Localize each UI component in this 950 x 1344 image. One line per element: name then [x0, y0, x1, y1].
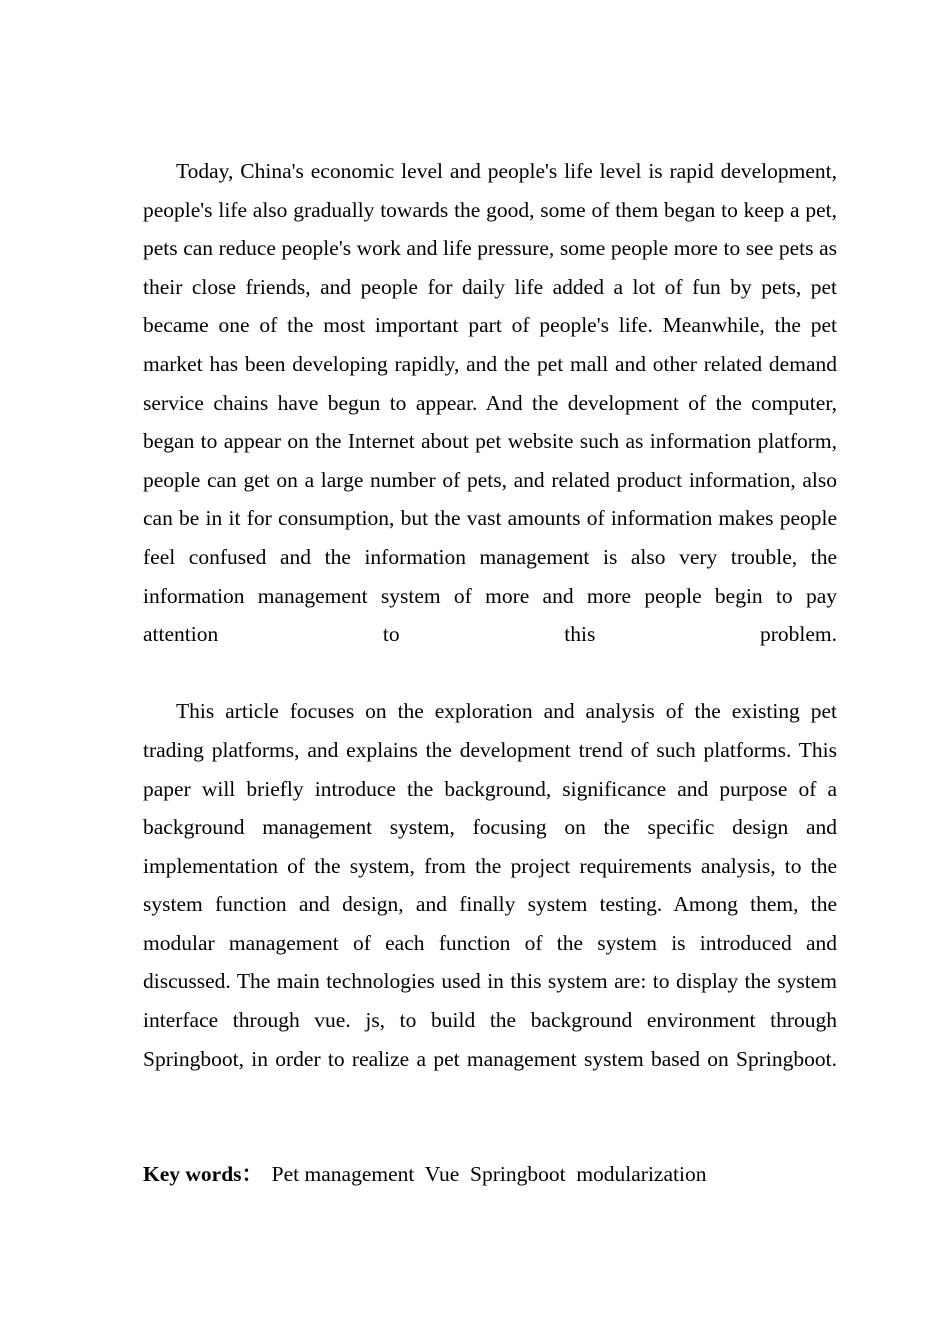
abstract-paragraph-1: Today, China's economic level and people's life level is rapid development, people's life also gradually towards the good, some of them began to keep a pet, pets can reduce people's work and life pressure, some people more to see pets as their close friends, and people for daily life added a lot of fun by pets, pet became one of the most important part of people's life. Meanwhile, the pet market has been developing rapidly, and the pet mall and other related demand service chains have begun to appear. And the development of the computer, began to appear on the Internet about pet website such as information platform, people can get on a large number of pets, and related product information, also can be in it for consumption, but the vast amounts of information makes people feel confused and the information management is also very trouble, the information management system of more and more people begin to pay attention to this problem. — [143, 159, 837, 647]
keywords-spacing — [263, 1162, 272, 1186]
keywords-value: Pet management Vue Springboot modularization — [271, 1162, 707, 1187]
keywords-spacer — [143, 1117, 837, 1156]
keywords-line — [143, 1155, 837, 1194]
keywords-colon: ： — [241, 1162, 264, 1187]
abstract-paragraph-2: This article focuses on the exploration and analysis of the existing pet trading platforms, and explains the development trend of such platforms. This paper will briefly introduce the background, significance and purpose of a background management system, focusing on the specific design and implementation of the system, from the project requirements analysis, to the system function and design, and finally system testing. Among them, the modular management of each function of the system is introduced and discussed. The main technologies used in this system are: to display the system interface through vue. js, to build the background environment through Springboot, in order to realize a pet management system based on Springboot. — [143, 699, 837, 1071]
abstract-text-block — [143, 152, 837, 1194]
keywords-label: Key words — [143, 1162, 242, 1187]
